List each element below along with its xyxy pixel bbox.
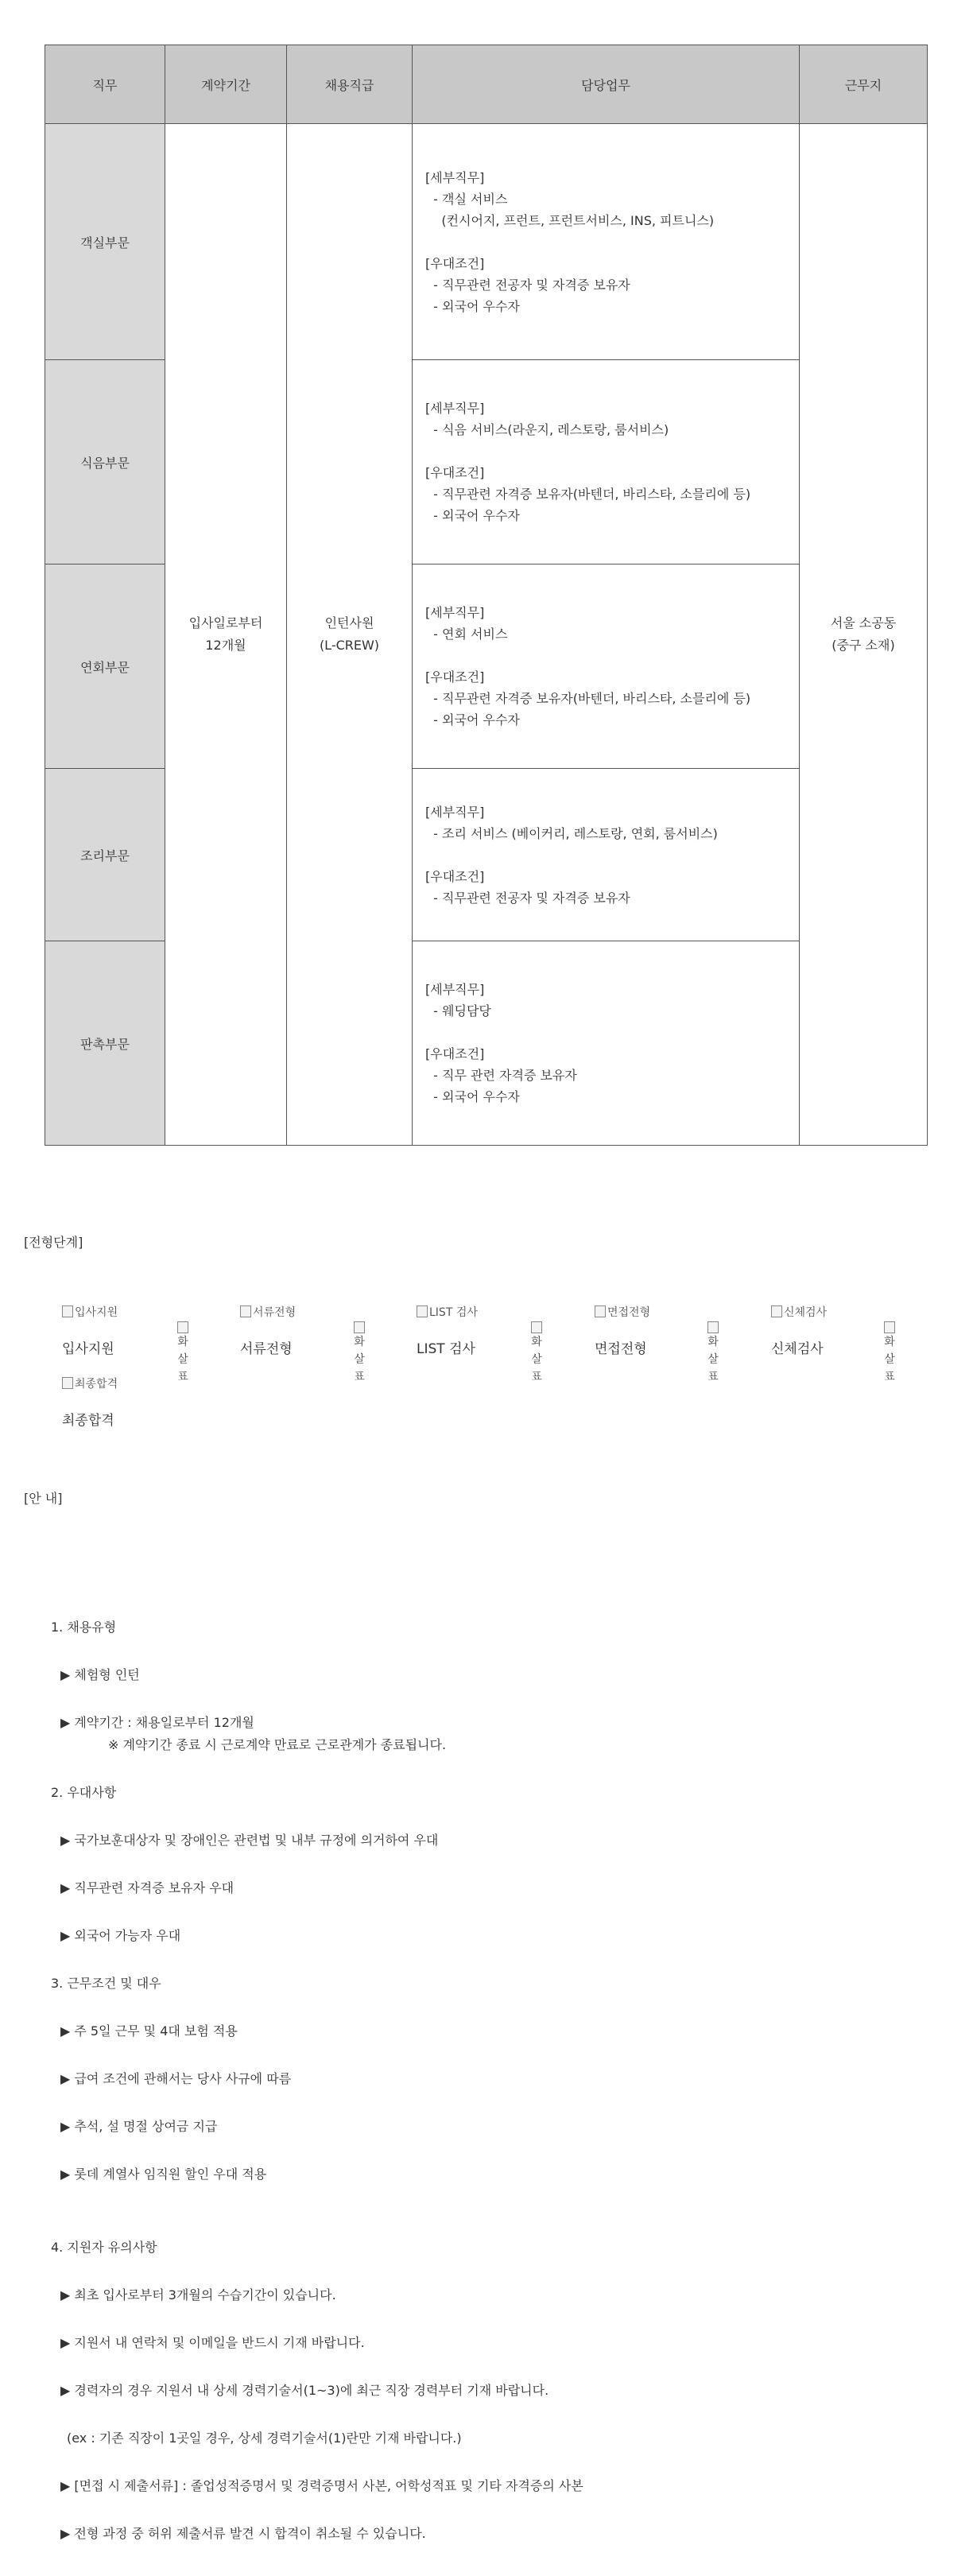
stage-image-placeholder (62, 1304, 181, 1320)
duty-cell (413, 941, 800, 1146)
arrow-image-placeholder (351, 1321, 368, 1386)
duty-line: [세부직무] (425, 804, 485, 820)
guide-item: ▶ 체험형 인턴 (60, 1667, 140, 1682)
arrow-alt-char: 표 (707, 1371, 719, 1383)
location-line: 서울 소공동 (830, 615, 897, 630)
arrow-alt-char: 살 (354, 1353, 365, 1366)
arrow-alt-char: 표 (354, 1371, 365, 1383)
guide-item: ▶ 롯데 계열사 임직원 할인 우대 적용 (60, 2167, 267, 2182)
guide-item: ▶ [면접 시 제출서류] : 졸업성적증명서 및 경력증명서 사본, 어학성적표 및 기타 자격증의 사본 (60, 2478, 583, 2493)
guide-item: ▶ 추석, 설 명절 상여금 지급 (60, 2119, 218, 2134)
duty-cell (413, 124, 800, 360)
rank-cell (287, 124, 413, 1146)
stage-name: 신체검사 (771, 1341, 824, 1357)
dept-cell: 객실부문 (45, 124, 165, 360)
section-title: 2. 우대사항 (51, 1785, 117, 1800)
duty-gap (425, 440, 786, 462)
stage-image-alt: 면접전형 (607, 1306, 651, 1319)
broken-image-icon (354, 1321, 365, 1333)
header-location: 근무지 (800, 45, 928, 124)
arrow-alt-char: 화 (531, 1336, 542, 1348)
section-title: 1. 채용유형 (51, 1620, 117, 1635)
guide-item: ▶ 주 5일 근무 및 4대 보험 적용 (60, 2023, 238, 2039)
stage-medical-exam (771, 1304, 890, 1357)
arrow-alt-char: 살 (707, 1353, 719, 1366)
guide-item: ▶ 직무관련 자격증 보유자 우대 (60, 1880, 235, 1895)
stage-image-placeholder (240, 1304, 359, 1320)
duty-line: [세부직무] (425, 169, 485, 185)
duty-line: - 조리 서비스 (베이커리, 레스토랑, 연회, 룸서비스) (425, 825, 718, 841)
duty-gap (425, 231, 786, 253)
duty-line: - 외국어 우수자 (425, 1089, 520, 1104)
arrow-alt-char: 표 (531, 1371, 542, 1383)
stage-image-alt: 신체검사 (784, 1306, 828, 1319)
stage-image-alt: 최종합격 (75, 1378, 118, 1391)
duty-line: - 연회 서비스 (425, 627, 508, 642)
duty-line: - 식음 서비스(라운지, 레스토랑, 룸서비스) (425, 422, 669, 437)
guide-item: ▶ 전형 과정 중 허위 제출서류 발견 시 합격이 취소될 수 있습니다. (60, 2526, 426, 2541)
duty-line: - 객실 서비스 (425, 191, 508, 207)
dept-cell: 연회부문 (45, 564, 165, 769)
guide-item: ▶ 국가보훈대상자 및 장애인은 관련법 및 내부 규정에 의거하여 우대 (60, 1833, 439, 1848)
duty-line: - 외국어 우수자 (425, 508, 520, 523)
guide-item: ▶ 지원서 내 연락처 및 이메일을 반드시 기재 바랍니다. (60, 2335, 365, 2350)
stage-image-alt: 서류전형 (253, 1306, 297, 1319)
duty-line: [우대조건] (425, 669, 485, 685)
table-row (45, 124, 928, 360)
arrow-alt-char: 화 (707, 1336, 719, 1348)
section-title: 4. 지원자 유의사항 (51, 2240, 157, 2255)
process-label: [전형단계] (24, 1235, 83, 1250)
guide-item: ▶ 계약기간 : 채용일로부터 12개월 (60, 1715, 254, 1730)
stage-apply (62, 1304, 181, 1357)
duty-line: - 웨딩담당 (425, 1003, 491, 1018)
arrow-alt-char: 살 (177, 1353, 188, 1366)
stage-name: 입사지원 (62, 1341, 114, 1357)
duty-gap (425, 1022, 786, 1043)
duty-line: - 직무 관련 자격증 보유자 (425, 1068, 577, 1083)
stage-document-screening (240, 1304, 359, 1357)
dept-cell: 판촉부문 (45, 941, 165, 1146)
duty-line: - 직무관련 자격증 보유자(바텐더, 바리스타, 소믈리에 등) (425, 691, 751, 706)
stage-image-placeholder (595, 1304, 714, 1320)
contract-period-line: 12개월 (205, 638, 246, 653)
guide-item: ▶ 경력자의 경우 지원서 내 상세 경력기술서(1~3)에 최근 직장 경력부터 기재 바랍니다. (60, 2383, 549, 2398)
arrow-alt-char: 살 (531, 1353, 542, 1366)
duty-line: [세부직무] (425, 605, 485, 620)
guide-item: ▶ 외국어 가능자 우대 (60, 1928, 181, 1943)
guide-example: (ex : 기존 직장이 1곳일 경우, 상세 경력기술서(1)란만 기재 바랍니다.) (67, 2431, 462, 2446)
header-contract-period: 계약기간 (165, 45, 287, 124)
duty-line: [우대조건] (425, 255, 485, 271)
arrow-alt-char: 화 (884, 1336, 895, 1348)
duty-line: [우대조건] (425, 868, 485, 884)
guide-label: [안 내] (24, 1491, 63, 1506)
contract-period-cell (165, 124, 287, 1146)
duty-line: - 직무관련 전공자 및 자격증 보유자 (425, 277, 630, 293)
duty-line: - 외국어 우수자 (425, 298, 520, 314)
contract-period-line: 입사일로부터 (188, 615, 263, 630)
duty-cell (413, 360, 800, 564)
broken-image-icon (177, 1321, 188, 1333)
broken-image-icon (707, 1321, 719, 1333)
header-job: 직무 (45, 45, 165, 124)
arrow-alt-char: 화 (354, 1336, 365, 1348)
stage-name: LIST 검사 (417, 1341, 475, 1357)
dept-cell: 식음부문 (45, 360, 165, 564)
duty-line: - 직무관련 자격증 보유자(바텐더, 바리스타, 소믈리에 등) (425, 487, 751, 502)
stage-name: 면접전형 (595, 1341, 647, 1357)
guide-item: ▶ 급여 조건에 관해서는 당사 사규에 따름 (60, 2071, 292, 2086)
duty-cell (413, 769, 800, 941)
duty-cell (413, 564, 800, 769)
duty-line: - 외국어 우수자 (425, 712, 520, 727)
broken-image-icon (62, 1305, 73, 1317)
guide-note: ※ 계약기간 종료 시 근로계약 만료로 근로관계가 종료됩니다. (108, 1737, 447, 1752)
duty-line: [우대조건] (425, 465, 485, 480)
section-title: 3. 근무조건 및 대우 (51, 1976, 161, 1991)
duty-line: - 직무관련 전공자 및 자격증 보유자 (425, 890, 630, 906)
broken-image-icon (771, 1305, 782, 1317)
rank-line: 인턴사원 (324, 615, 374, 630)
stage-name: 최종합격 (62, 1413, 114, 1429)
location-line: (중구 소재) (832, 638, 895, 653)
job-table (45, 45, 928, 1146)
header-rank: 채용직급 (287, 45, 413, 124)
broken-image-icon (62, 1377, 73, 1389)
stage-image-alt: LIST 검사 (429, 1306, 478, 1319)
location-cell (800, 124, 928, 1146)
stage-final-pass (62, 1375, 181, 1429)
broken-image-icon (417, 1305, 428, 1317)
stage-interview (595, 1304, 714, 1357)
arrow-image-placeholder (528, 1321, 545, 1386)
dept-cell: 조리부문 (45, 769, 165, 941)
duty-line: [세부직무] (425, 401, 485, 416)
stage-image-alt: 입사지원 (75, 1306, 118, 1319)
table-header-row (45, 45, 928, 124)
arrow-alt-char: 표 (884, 1371, 895, 1383)
rank-line: (L-CREW) (319, 638, 380, 653)
arrow-image-placeholder (881, 1321, 898, 1386)
duty-gap (425, 844, 786, 866)
duty-line: (컨시어지, 프런트, 프런트서비스, INS, 피트니스) (425, 212, 715, 228)
arrow-alt-char: 표 (177, 1371, 188, 1383)
stage-image-placeholder (417, 1304, 536, 1320)
arrow-image-placeholder (704, 1321, 722, 1386)
stage-name: 서류전형 (240, 1341, 293, 1357)
duty-line: [세부직무] (425, 982, 485, 997)
arrow-alt-char: 화 (177, 1336, 188, 1348)
duty-gap (425, 645, 786, 666)
guide-item: ▶ 최초 입사로부터 3개월의 수습기간이 있습니다. (60, 2287, 336, 2302)
header-duties: 담당업무 (413, 45, 800, 124)
stage-image-placeholder (62, 1375, 181, 1391)
stage-image-placeholder (771, 1304, 890, 1320)
stage-list-test (417, 1304, 536, 1357)
broken-image-icon (595, 1305, 606, 1317)
broken-image-icon (531, 1321, 542, 1333)
arrow-alt-char: 살 (884, 1353, 895, 1366)
duty-line: [우대조건] (425, 1046, 485, 1061)
broken-image-icon (240, 1305, 251, 1317)
broken-image-icon (884, 1321, 895, 1333)
